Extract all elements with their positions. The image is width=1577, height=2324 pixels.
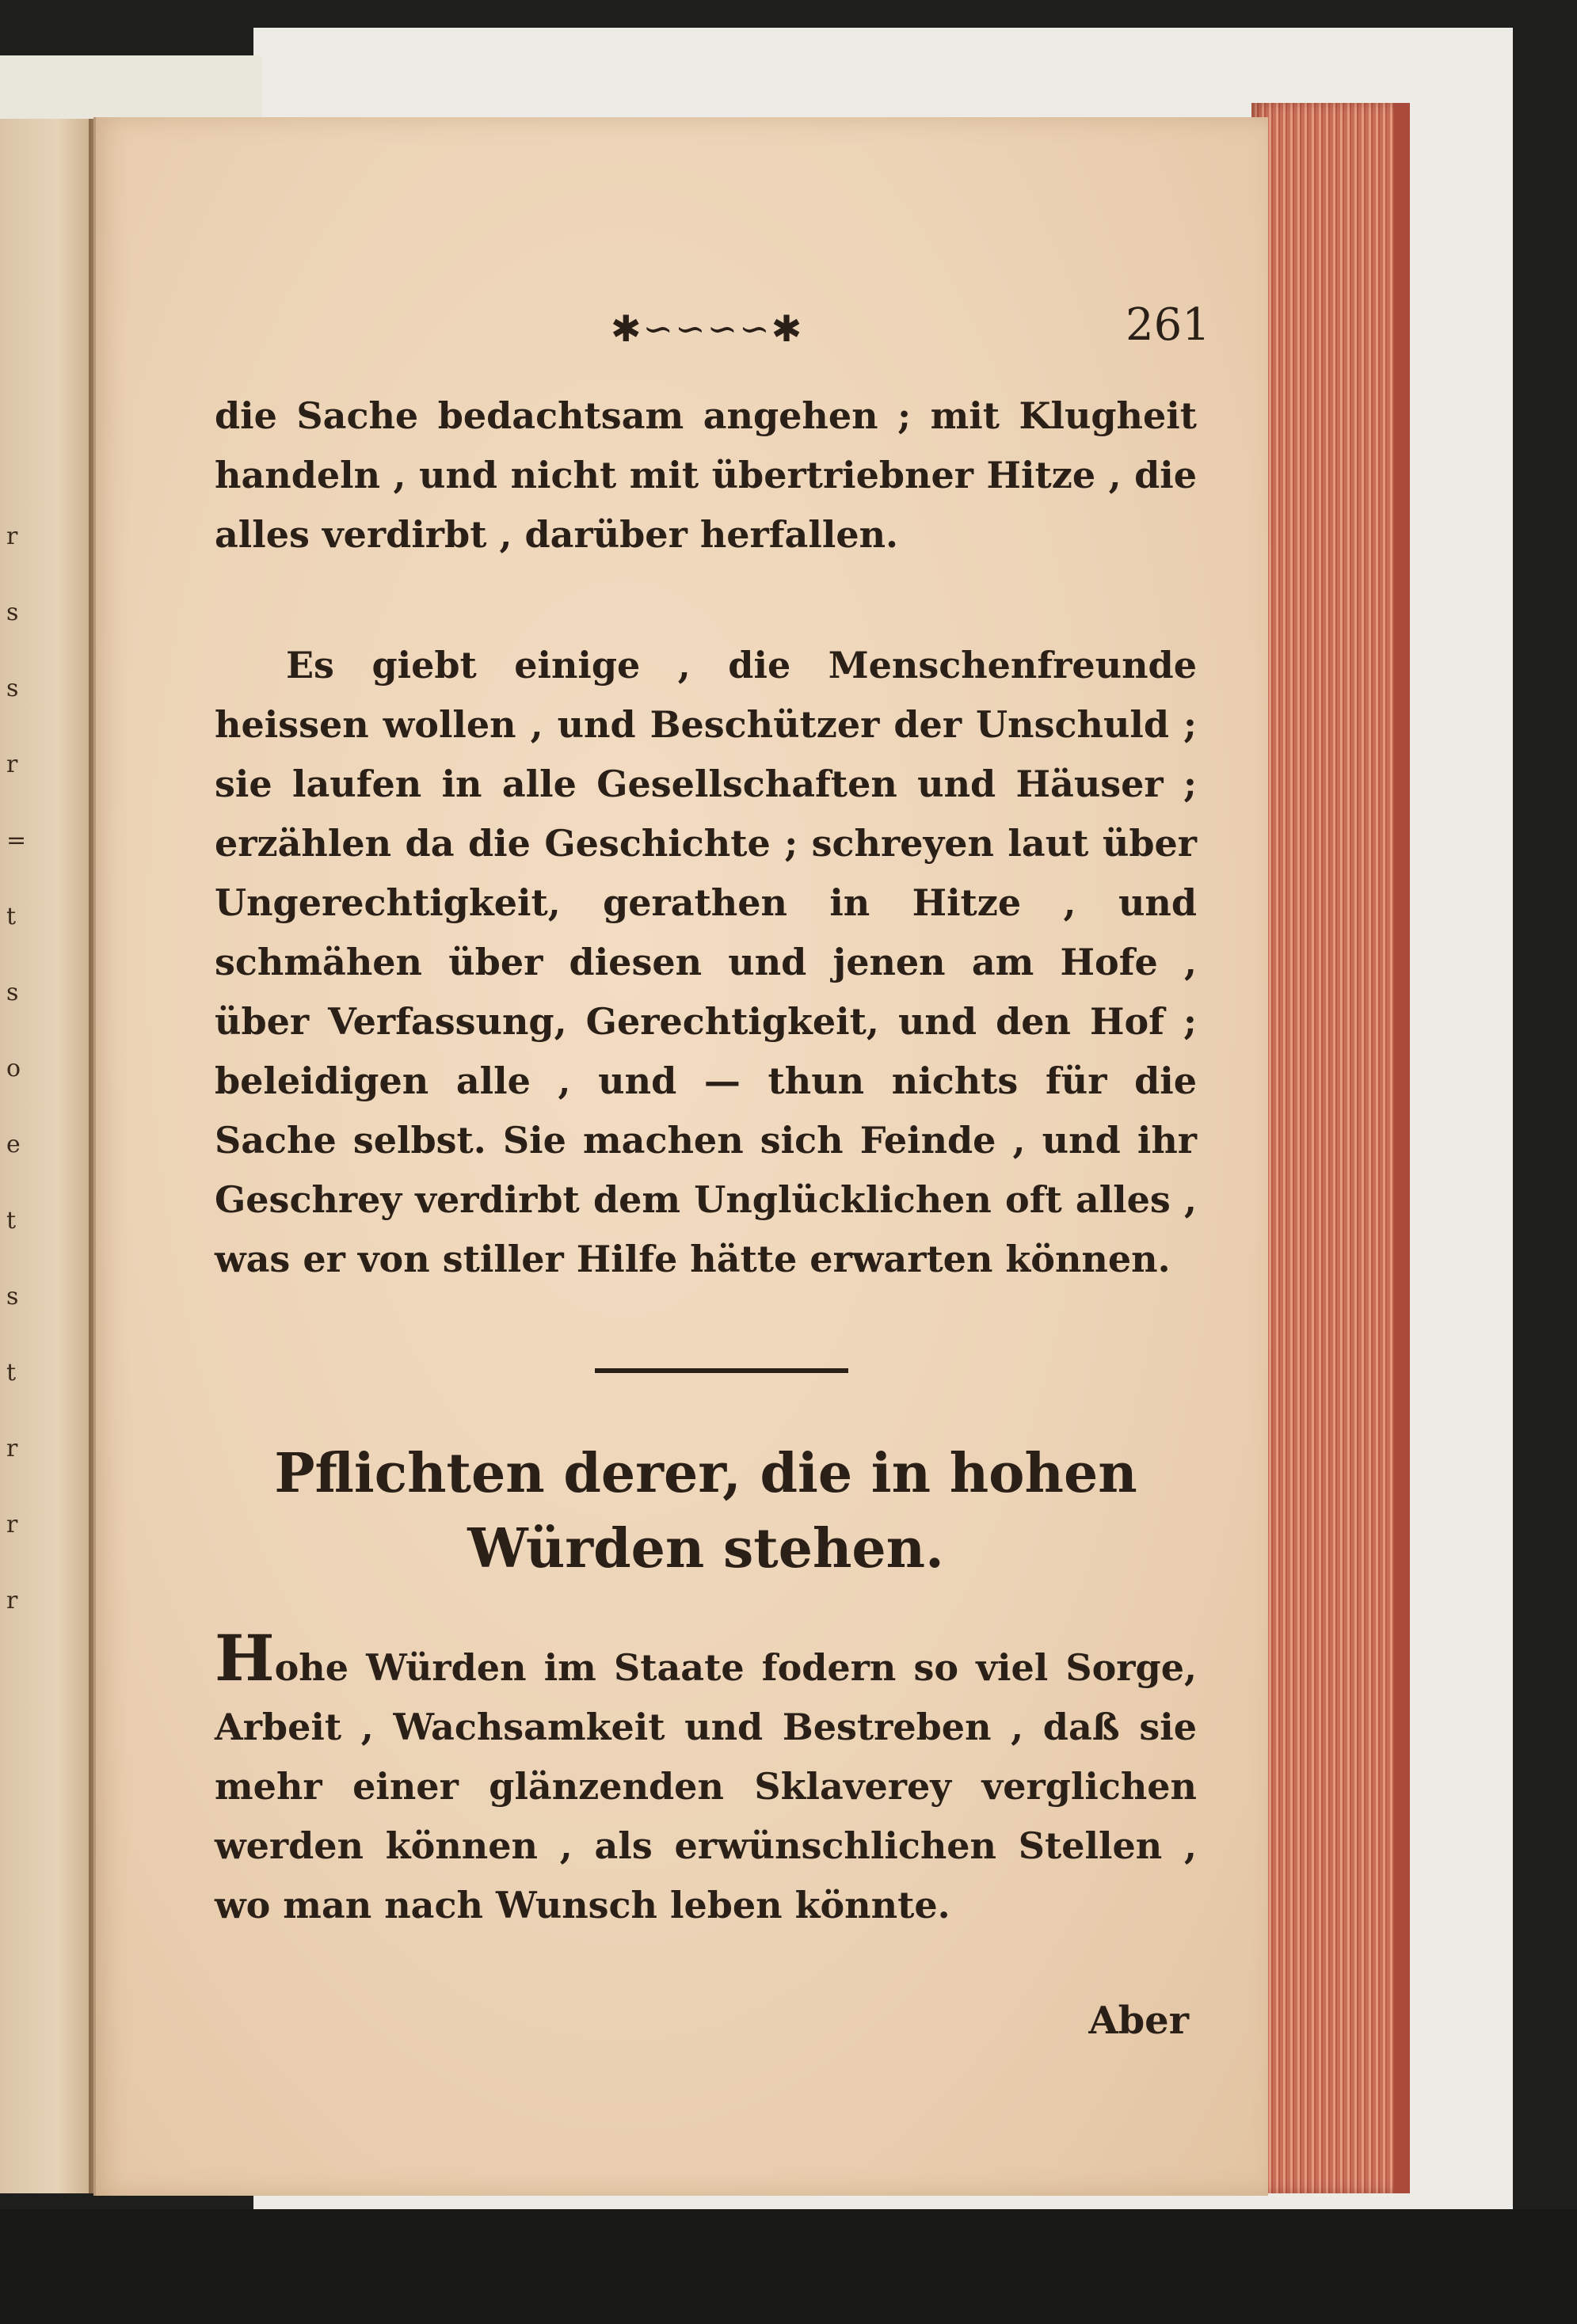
edge-glyph: r [6,523,18,550]
section-heading: Pflichten derer, die in hohen Würden stehen. [274,1442,1137,1580]
page-text-block [215,299,1210,2043]
drop-cap: H [215,1621,275,1695]
paragraph-continuation: die Sache bedachtsam angehen ; mit Klugheit handeln , und nicht mit übertriebner Hitze , die alles verdirbt , darüber herfallen. [215,394,1197,556]
page-block-edges [1251,103,1410,2193]
running-head [215,299,1210,371]
backing-paper-strip [0,55,261,127]
edge-glyph: r [6,1587,18,1615]
catchword: Aber [1088,1999,1189,2043]
paragraph-body: ohe Würden im Staate fodern so viel Sorge, Arbeit , Wachsamkeit und Bestreben , daß sie mehr einer glänzenden Sklaverey verglichen werden können , als erwünschlichen Stellen , wo man nach Wunsch leben könnte. [215,1646,1197,1927]
previous-page-glyphs [6,499,30,1639]
edge-glyph: o [6,1055,21,1082]
paragraph: Es giebt einige , die Menschenfreunde heissen wollen , und Beschützer der Unschuld ; sie laufen in alle Gesellschaften und Häuser ; erzählen da die Geschichte ; schreyen laut über Ungerechtigkeit, gerathen in Hitze , und schmähen über diesen und jenen am Hofe , über Verfassung, Gerechtigkeit, und den Hof ; beleidigen alle , und — thun nichts für die Sache selbst. Sie machen sich Feinde , und ihr Geschrey verdirbt dem Unglücklichen oft alles , was er von stiller Hilfe hätte erwarten können. [215,644,1197,1280]
edge-glyph: r [6,1435,18,1462]
edge-glyph: s [6,979,19,1006]
edge-glyph: t [6,1207,17,1234]
section-divider [595,1368,848,1373]
edge-glyph: t [6,1359,17,1386]
book-page [93,117,1268,2196]
edge-glyph: e [6,1131,21,1158]
edge-glyph: r [6,1511,18,1539]
previous-page-edge [0,119,97,2193]
edge-glyph: r [6,751,18,778]
page-number: 261 [1126,299,1210,351]
edge-glyph: t [6,903,17,930]
header-ornament: ✱∽∽∽∽✱ [611,307,804,350]
edge-glyph: s [6,675,19,702]
edge-glyph: = [6,827,27,854]
cover-edge [1394,103,1410,2193]
edge-glyph: s [6,1283,19,1310]
edge-glyph: s [6,599,19,626]
scan-background [0,2209,1577,2324]
paragraph [215,1621,1197,1935]
